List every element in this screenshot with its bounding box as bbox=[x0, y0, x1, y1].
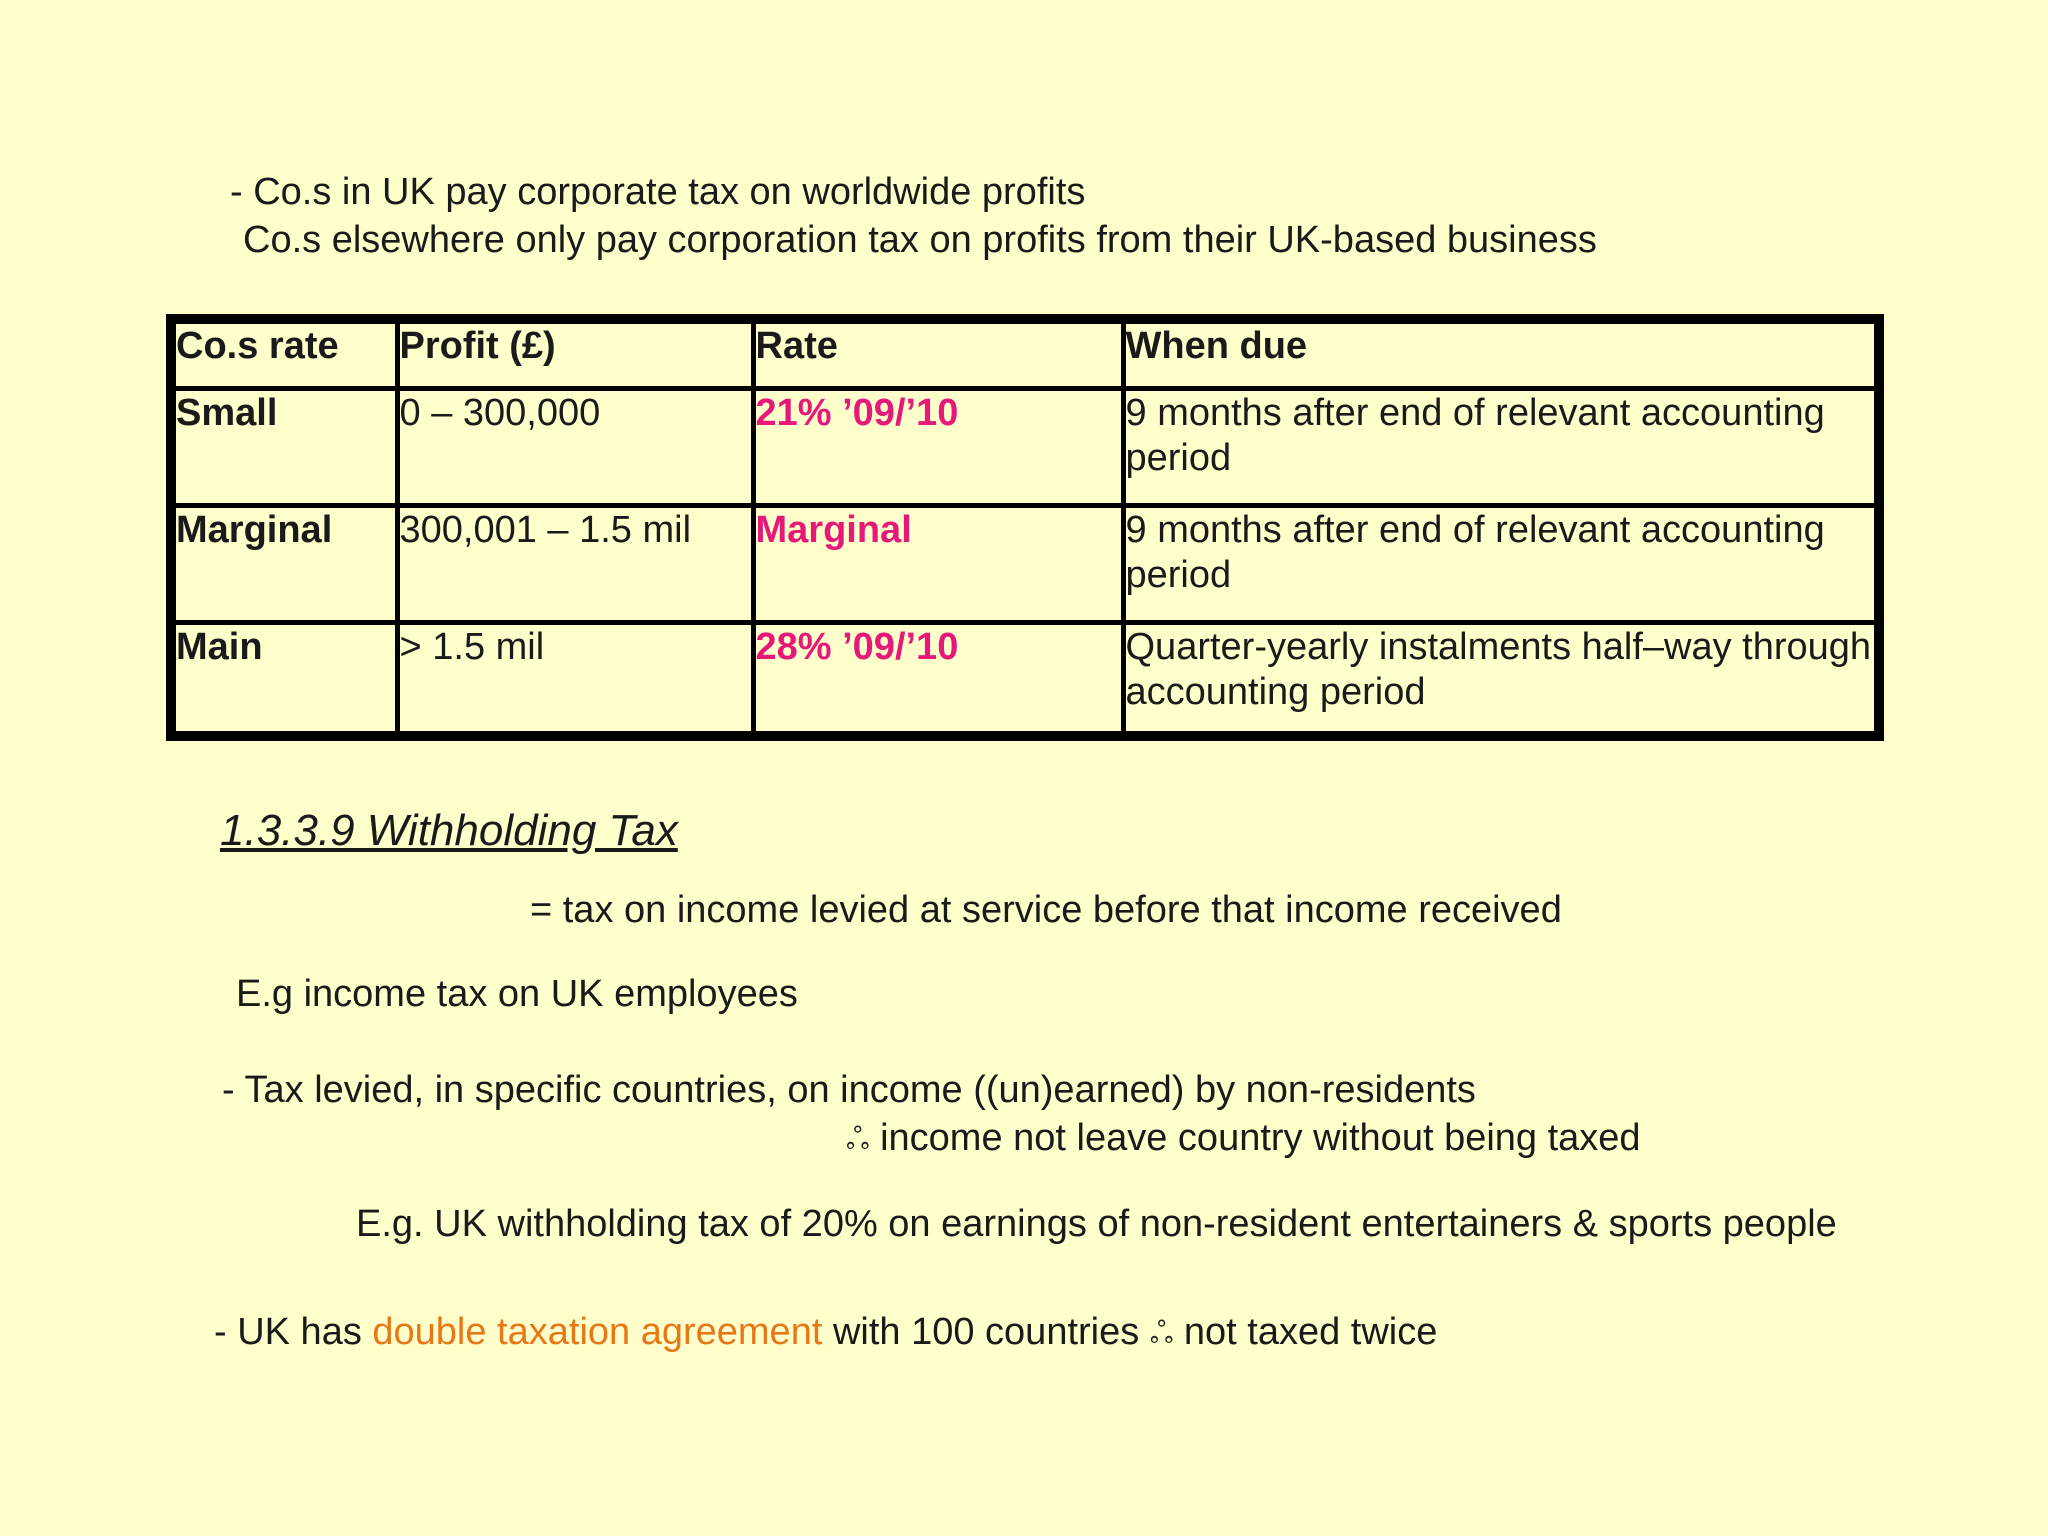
table-row bbox=[171, 506, 1879, 623]
withholding-example-1: E.g income tax on UK employees bbox=[236, 973, 798, 1015]
row-name: Marginal bbox=[171, 506, 397, 623]
withholding-bullet-1: - Tax levied, in specific countries, on income ((un)earned) by non-residents bbox=[222, 1069, 1476, 1111]
therefore-icon: ஃ bbox=[846, 1122, 870, 1156]
row-due: 9 months after end of relevant accounting period bbox=[1123, 506, 1879, 623]
header-cos-rate: Co.s rate bbox=[171, 319, 397, 389]
bullet-2-prefix: - UK has bbox=[214, 1311, 362, 1353]
row-profit: > 1.5 mil bbox=[397, 623, 753, 737]
table-row bbox=[171, 623, 1879, 737]
withholding-definition: = tax on income levied at service before that income received bbox=[530, 889, 1562, 931]
bullet-1-continued-text: income not leave country without being taxed bbox=[880, 1117, 1641, 1159]
intro-line-1: - Co.s in UK pay corporate tax on worldwide profits bbox=[230, 171, 1086, 213]
row-due: Quarter-yearly instalments half–way through accounting period bbox=[1123, 623, 1879, 737]
bullet-2-middle: with 100 countries bbox=[832, 1311, 1140, 1353]
withholding-tax-heading: 1.3.3.9 Withholding Tax bbox=[220, 806, 678, 855]
header-profit: Profit (£) bbox=[397, 319, 753, 389]
table-row bbox=[171, 389, 1879, 506]
header-rate: Rate bbox=[753, 319, 1123, 389]
row-name: Small bbox=[171, 389, 397, 506]
row-profit: 0 – 300,000 bbox=[397, 389, 753, 506]
header-when-due: When due bbox=[1123, 319, 1879, 389]
withholding-bullet-1-continued bbox=[846, 1116, 1641, 1162]
row-rate: 21% ’09/’10 bbox=[753, 389, 1123, 506]
therefore-icon: ஃ bbox=[1149, 1316, 1174, 1350]
bullet-2-end: not taxed twice bbox=[1183, 1311, 1438, 1353]
intro-line-2: Co.s elsewhere only pay corporation tax on profits from their UK-based business bbox=[243, 219, 1597, 261]
row-profit: 300,001 – 1.5 mil bbox=[397, 506, 753, 623]
double-taxation-highlight: double taxation agreement bbox=[372, 1311, 823, 1353]
row-rate: Marginal bbox=[753, 506, 1123, 623]
table-header-row bbox=[171, 319, 1879, 389]
withholding-bullet-2 bbox=[214, 1310, 1437, 1356]
row-due: 9 months after end of relevant accounting period bbox=[1123, 389, 1879, 506]
corporation-tax-table bbox=[166, 314, 1884, 741]
row-name: Main bbox=[171, 623, 397, 737]
withholding-example-2: E.g. UK withholding tax of 20% on earnings of non-resident entertainers & sports people bbox=[356, 1203, 1837, 1245]
row-rate: 28% ’09/’10 bbox=[753, 623, 1123, 737]
